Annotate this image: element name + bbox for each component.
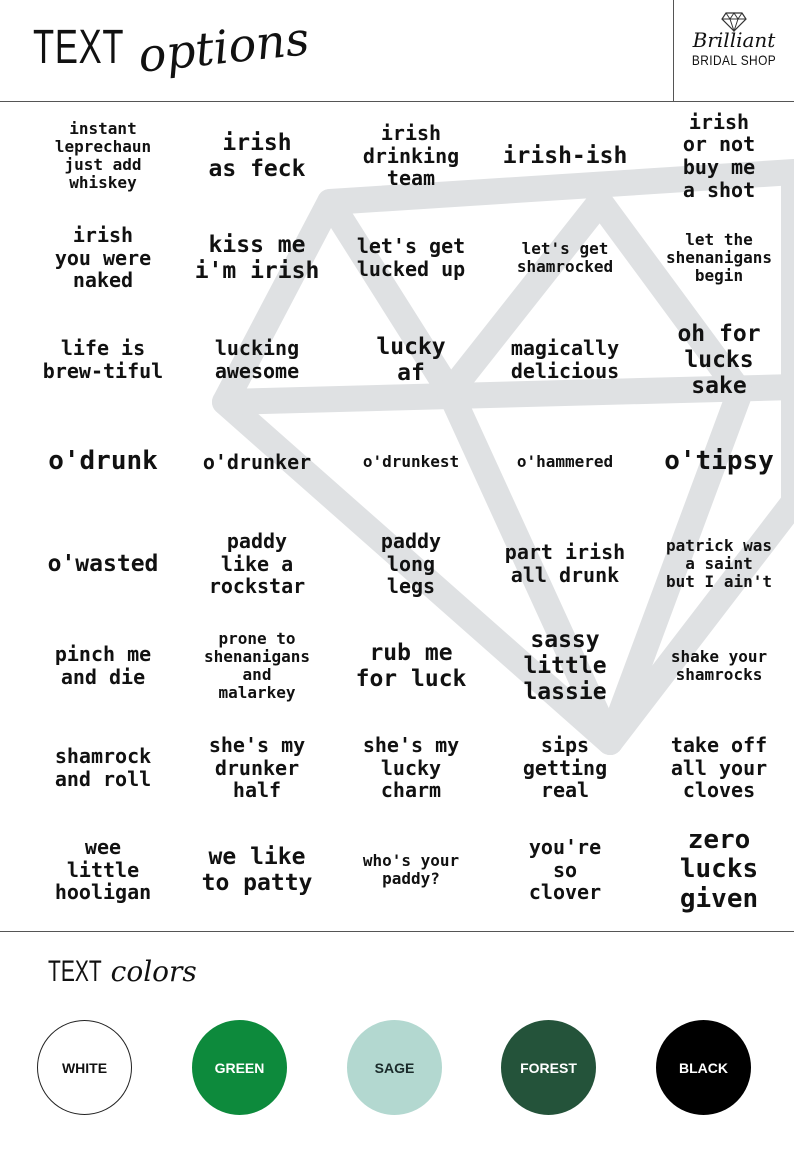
color-swatch-sage[interactable] (347, 1020, 442, 1115)
title-script: options (135, 11, 312, 83)
phrase-option: irish or not buy me a shot (682, 109, 756, 202)
phrase-option: life is brew-tiful (42, 336, 164, 383)
brand-logo (674, 0, 794, 101)
phrase-grid (28, 105, 794, 925)
swatch-label: SAGE (374, 1059, 415, 1076)
phrase-option: irish drinking team (362, 121, 460, 191)
phrase-option: o'hammered (516, 451, 614, 471)
phrase-option: lucky af (376, 334, 446, 386)
phrase-option: sassy little lassie (523, 627, 607, 705)
phrase-option: she's my drunker half (208, 733, 306, 803)
phrase-option: zero lucks given (679, 824, 759, 914)
phrase-option: oh for lucks sake (677, 321, 761, 399)
phrase-option: take off all your cloves (670, 733, 768, 803)
phrase-option: paddy long legs (380, 529, 442, 599)
phrase-option: o'wasted (47, 551, 159, 577)
logo-caps-text: BRIDAL SHOP (691, 52, 777, 68)
phrase-option: o'drunker (202, 449, 312, 474)
swatch-label: BLACK (679, 1059, 728, 1076)
phrase-option: o'tipsy (664, 446, 774, 477)
color-swatch-black[interactable] (656, 1020, 751, 1115)
phrase-option: magically delicious (510, 336, 620, 383)
phrase-option: pinch me and die (54, 642, 152, 689)
phrase-option: we like to patty (201, 844, 313, 896)
phrase-option: irish-ish (502, 143, 628, 169)
phrase-option: shamrock and roll (54, 744, 152, 791)
phrase-option: paddy like a rockstar (208, 529, 306, 599)
color-swatch-white[interactable] (37, 1020, 132, 1115)
phrase-option: let's get shamrocked (516, 238, 614, 276)
color-swatch-green[interactable] (192, 1020, 287, 1115)
phrase-option: patrick was a saint but I ain't (666, 535, 772, 592)
phrase-option: lucking awesome (214, 336, 300, 383)
phrase-option: irish you were naked (54, 223, 152, 293)
swatch-label: FOREST (520, 1059, 577, 1076)
phrase-option: sips getting real (522, 733, 608, 803)
phrase-option: part irish all drunk (504, 540, 626, 587)
phrase-option: rub me for luck (355, 640, 467, 692)
header (0, 0, 794, 102)
color-swatch-forest[interactable] (501, 1020, 596, 1115)
section-divider (0, 931, 794, 932)
colors-title (48, 955, 197, 989)
phrase-option: she's my lucky charm (362, 733, 460, 803)
phrase-option: instant leprechaun just add whiskey (54, 118, 152, 193)
phrase-option: irish as feck (208, 130, 306, 182)
logo-script-text: Brilliant (692, 28, 776, 52)
phrase-option: shake your shamrocks (670, 646, 768, 684)
phrase-option: prone to shenanigans and malarkey (204, 628, 310, 703)
phrase-option: wee little hooligan (54, 835, 152, 905)
phrase-option: let's get lucked up (356, 234, 466, 281)
colors-title-script: colors (110, 955, 197, 988)
phrase-option: o'drunkest (362, 451, 460, 471)
phrase-option: kiss me i'm irish (194, 232, 320, 284)
phrase-option: o'drunk (48, 446, 158, 477)
phrase-option: you're so clover (528, 835, 602, 905)
phrase-option: let the shenanigans begin (666, 229, 772, 286)
title-plain: TEXT (33, 21, 125, 74)
page-title (33, 11, 312, 90)
phrase-option: who's your paddy? (362, 850, 460, 888)
swatch-label: GREEN (214, 1059, 265, 1076)
swatch-label: WHITE (61, 1059, 108, 1076)
colors-title-plain: TEXT (48, 955, 102, 988)
